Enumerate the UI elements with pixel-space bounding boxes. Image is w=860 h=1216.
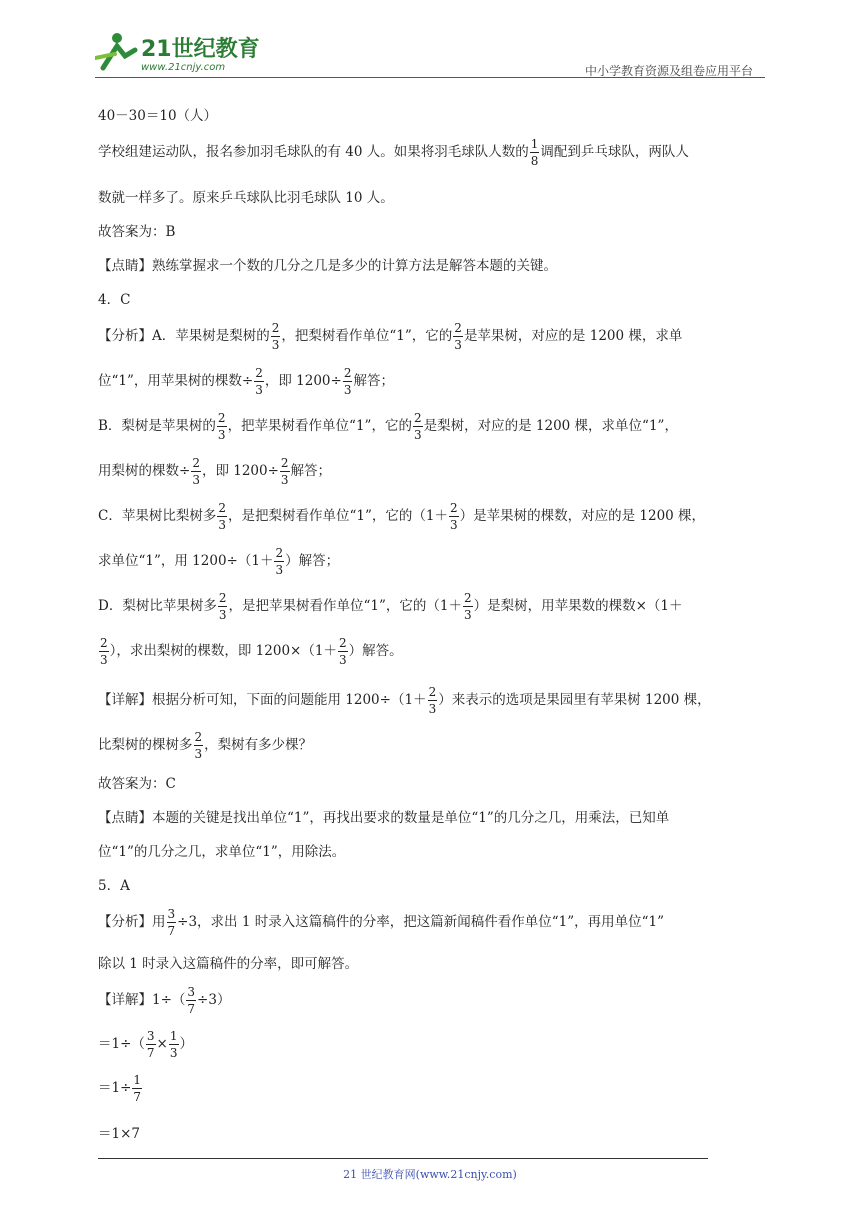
fraction: $\frac{2}{3}$ (192, 456, 200, 487)
text-line: C．苹果树比梨树多 $\frac{2}{3}$ ，是把梨树看作单位“1”，它的（1＋ $\frac{2}{3}$ ）是苹果树的棵数，对应的是 1200 棵， (98, 501, 706, 532)
question-number: 4．C (98, 292, 131, 308)
answer-line: 故答案为：B (98, 224, 176, 240)
solution-step: 【详解】1÷（ $\frac{3}{7}$ ÷3） (98, 985, 231, 1016)
text-line: D．梨树比苹果树多 $\frac{2}{3}$ ，是把苹果树看作单位“1”，它的（1＋ $\frac{2}{3}$ ）是梨树，用苹果数的棵数×（1＋ (98, 591, 683, 622)
fraction: $\frac{3}{7}$ (187, 985, 196, 1016)
text-line: B．梨树是苹果树的 $\frac{2}{3}$ ，把苹果树看作单位“1”，它的 $\frac{2}{3}$ 是梨树，对应的是 1200 棵，求单位“1”， (98, 411, 678, 442)
fraction: $\frac{3}{7}$ (167, 907, 176, 938)
fraction: $\frac{2}{3}$ (338, 636, 347, 667)
question-number: 5．A (98, 878, 130, 894)
text-line: 【分析】用 $\frac{3}{7}$ ÷3，求出 1 时录入这篇稿件的分率，把这篇新闻稿件看作单位“1”，再用单位“1” (98, 907, 664, 938)
fraction: $\frac{2}{3}$ (413, 411, 422, 442)
fraction: $\frac{2}{3}$ (280, 456, 289, 487)
footer-divider (98, 1158, 708, 1159)
page-footer: 21 世纪教育网(www.21cnjy.com) (343, 1168, 517, 1181)
key-point: 【点睛】本题的关键是找出单位“1”，再找出要求的数量是单位“1”的几分之几，用乘法，已知单 (98, 810, 670, 826)
fraction: $\frac{2}{3}$ (343, 366, 352, 397)
fraction: $\frac{2}{3}$ (449, 501, 458, 532)
key-point: 【点睛】熟练掌握求一个数的几分之几是多少的计算方法是解答本题的关键。 (98, 258, 557, 274)
text-line: 位“1”，用苹果树的棵数÷ $\frac{2}{3}$ ，即 1200÷ $\frac{2}{3}$ 解答； (98, 366, 394, 397)
fraction: $\frac{2}{3}$ (100, 636, 108, 667)
fraction: $\frac{2}{3}$ (454, 321, 462, 352)
solution-step: ＝1÷ $\frac{1}{7}$ (98, 1073, 142, 1104)
fraction: $\frac{2}{3}$ (255, 366, 263, 397)
text-line: 比梨树的棵树多 $\frac{2}{3}$ ，梨树有多少棵？ (98, 730, 313, 761)
fraction: $\frac{1}{8}$ (530, 137, 539, 168)
solution-step: ＝1×7 (98, 1126, 140, 1142)
fraction: $\frac{2}{3}$ (217, 411, 226, 442)
solution-step: ＝1÷（ $\frac{3}{7}$ × $\frac{1}{3}$ ） (98, 1029, 193, 1060)
fraction: $\frac{2}{3}$ (218, 591, 227, 622)
text-line: 学校组建运动队，报名参加羽毛球队的有 40 人。如果将羽毛球队人数的 $\frac{1}{8}$ 调配到乒乓球队，两队人 (98, 137, 689, 168)
fraction: $\frac{1}{3}$ (169, 1029, 178, 1060)
platform-name: 中小学教育资源及组卷应用平台 (584, 64, 753, 78)
fraction: $\frac{2}{3}$ (275, 546, 284, 577)
fraction: $\frac{2}{3}$ (463, 591, 472, 622)
text-line: 【详解】根据分析可知，下面的问题能用 1200÷（1＋ $\frac{2}{3}$ ）来表示的选项是果园里有苹果树 1200 棵， (98, 685, 711, 716)
text-line: 位“1”的几分之几，求单位“1”，用除法。 (98, 844, 346, 860)
text-line: 除以 1 时录入这篇稿件的分率，即可解答。 (98, 956, 359, 972)
fraction: $\frac{3}{7}$ (146, 1029, 155, 1060)
svg-text:www.21cnjy.com: www.21cnjy.com (141, 62, 226, 73)
site-logo (95, 28, 265, 76)
fraction: $\frac{2}{3}$ (218, 501, 226, 532)
text-line: 用梨树的棵数÷ $\frac{2}{3}$ ，即 1200÷ $\frac{2}{3}$ 解答； (98, 456, 332, 487)
text-line: 求单位“1”，用 1200÷（1＋ $\frac{2}{3}$ ）解答； (98, 546, 340, 577)
fraction: $\frac{2}{3}$ (194, 730, 203, 761)
page-header (95, 28, 765, 78)
text-line: 40－30＝10（人） (98, 108, 218, 124)
fraction: $\frac{2}{3}$ (428, 685, 437, 716)
fraction: $\frac{2}{3}$ (271, 321, 280, 352)
fraction: $\frac{1}{7}$ (133, 1073, 142, 1104)
answer-line: 故答案为：C (98, 776, 176, 792)
svg-text:21世纪教育: 21世纪教育 (141, 37, 260, 62)
text-line: 【分析】A．苹果树是梨树的 $\frac{2}{3}$ ，把梨树看作单位“1”，它的 $\frac{2}{3}$ 是苹果树，对应的是 1200 棵，求单 (98, 321, 683, 352)
text-line: $\frac{2}{3}$ ），求出梨树的棵数，即 1200×（1＋ $\frac{2}{3}$ ）解答。 (100, 636, 403, 667)
text-line: 数就一样多了。原来乒乓球队比羽毛球队 10 人。 (98, 190, 394, 206)
header-divider (95, 77, 765, 78)
